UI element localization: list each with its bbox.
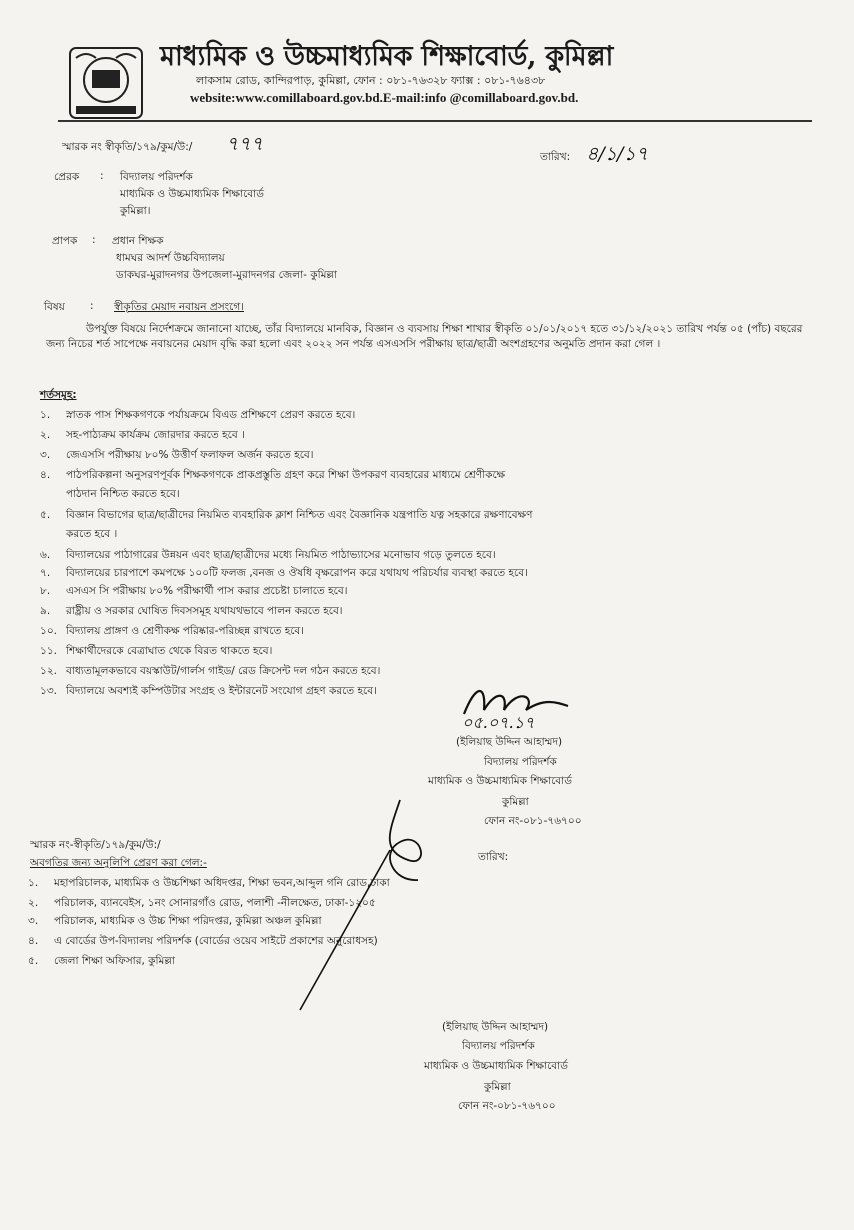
condition-item: ১. স্নাতক পাস শিক্ষকগণকে পর্যায়ক্রমে বিএড প্রশিক্ষণে প্রেরণ করতে হবে।	[40, 409, 356, 421]
sender-line: বিদ্যালয় পরিদর্শক	[120, 171, 193, 183]
signature-2-city: কুমিল্লা	[484, 1081, 511, 1093]
recipient-line: প্রধান শিক্ষক	[112, 235, 164, 247]
condition-item: ৯. রাষ্ট্রীয় ও সরকার ঘোষিত দিবসসমূহ যথাযথভাবে পালন করতে হবে।	[40, 605, 343, 617]
copy-date-label: তারিখ:	[478, 851, 509, 863]
condition-item: ১২. বাধ্যতামূলকভাবে বয়স্কাউট/গার্লস গাইড/ রেড ক্রিসেন্ট দল গঠন করতে হবে।	[40, 665, 381, 677]
condition-item: ৪. পাঠপরিকল্পনা অনুসরণপূর্বক শিক্ষকগণকে প্রাকপ্রস্তুতি গ্রহণ করে শিক্ষা উপকরণ ব্যবহারের মাধ্যমে শ্রেণীকক্ষে	[40, 469, 506, 481]
condition-item: ১১. শিক্ষার্থীদেরকে বেত্রাঘাত থেকে বিরত থাকতে হবে।	[40, 645, 273, 657]
copy-item: ১. মহাপরিচালক, মাধ্যমিক ও উচ্চশিক্ষা অধিদপ্তর, শিক্ষা ভবন,আব্দুল গনি রোড,ঢাকা	[28, 877, 390, 889]
condition-item: ১৩. বিদ্যালয়ে অবশ্যই কম্পিউটার সংগ্রহ ও ইন্টারনেট সংযোগ গ্রহণ করতে হবে।	[40, 685, 377, 697]
letterhead-divider	[58, 120, 812, 122]
subject-text: স্বীকৃতির মেয়াদ নবায়ন প্রসংগে।	[114, 301, 245, 313]
letterhead-website: website:www.comillaboard.gov.bd.E-mail:info @comillaboard.gov.bd.	[190, 90, 579, 105]
signature-1-name: (ইলিয়াছ উদ্দিন আহাম্মদ)	[456, 736, 563, 748]
letterhead-address: লাকসাম রোড, কান্দিরপাড়, কুমিল্লা, ফোন : ০৮১-৭৬৩২৮ ফ্যাক্স : ০৮১-৭৬৪৩৮	[196, 74, 546, 87]
condition-item: ৮. এসএস সি পরীক্ষায় ৮০% পরীক্ষার্থী পাস করার প্রচেষ্টা চালাতে হবে।	[40, 585, 348, 597]
subject-label: বিষয়	[44, 301, 65, 313]
signature-1-phone: ফোন নং-০৮১-৭৬৭০০	[484, 815, 582, 827]
copy-item: ২. পরিচালক, ব্যানবেইস, ১নং সোনারগাঁও রোড, পলাশী -নীলক্ষেত, ঢাকা-১২০৫	[28, 897, 376, 909]
date-value: ৪/১/১৭	[586, 143, 649, 165]
signature-1-designation: বিদ্যালয় পরিদর্শক	[484, 756, 557, 768]
recipient-label: প্রাপক	[52, 235, 78, 247]
condition-item: ৬. বিদ্যালয়ের পাঠাগারের উন্নয়ন এবং ছাত্র/ছাত্রীদের মধ্যে নিয়মিত পাঠাভ্যাসের মনোভাব গড়ে তুলতে হবে।	[40, 549, 496, 561]
signature-2-office: মাধ্যমিক ও উচ্চমাধ্যমিক শিক্ষাবোর্ড	[424, 1060, 568, 1072]
condition-item: ৩. জেএসসি পরীক্ষায় ৮০% উত্তীর্ণ ফলাফল অর্জন করতে হবে।	[40, 449, 314, 461]
conditions-heading: শর্তসমূহ:	[40, 389, 77, 401]
memo-number: ৭৭৭	[226, 133, 264, 155]
signature-2-name: (ইলিয়াছ উদ্দিন আহাম্মদ)	[442, 1021, 549, 1033]
signature-1-city: কুমিল্লা	[502, 796, 529, 808]
recipient-line: ধামঘর আদর্শ উচ্চবিদ্যালয়	[116, 252, 225, 264]
signature-2-phone: ফোন নং-০৮১-৭৬৭০০	[458, 1100, 556, 1112]
letterhead-title: মাধ্যমিক ও উচ্চমাধ্যমিক শিক্ষাবোর্ড, কুমিল্লা	[160, 41, 614, 72]
copy-intro: অবগতির জন্য অনুলিপি প্রেরণ করা গেল:-	[30, 857, 207, 869]
condition-item: ১০. বিদ্যালয় প্রাঙ্গণ ও শ্রেণীকক্ষ পরিষ্কার-পরিচ্ছন্ন রাখতে হবে।	[40, 625, 305, 637]
recipient-line: ডাকঘর-মুরাদনগর উপজেলা-মুরাদনগর জেলা- কুমিল্লা	[116, 269, 337, 281]
body-paragraph: উপর্যুক্ত বিষয়ে নির্দেশক্রমে জানানো যাচ্ছে, তাঁর বিদ্যালয়ে মানবিক, বিজ্ঞান ও ব্যবসায় শিক্ষা শাখার স্বীকৃতি ০১/০১/২০১৭ হতে ৩১/১২/২০২১ তারিখ পর্যন্ত ০৫ (পাঁচ) বছরের জন্য নিচের শর্ত সাপেক্ষে নবায়নের মেয়াদ বৃদ্ধি করা হলো এবং ২০২২ সন পর্যন্ত এসএসসি পরীক্ষায় ছাত্র/ছাত্রী অংশগ্রহণের অনুমতি প্রদান করা গেল ।	[46, 323, 803, 350]
condition-continuation: পাঠদান নিশ্চিত করতে হবে।	[66, 488, 180, 500]
signature-1-office: মাধ্যমিক ও উচ্চমাধ্যমিক শিক্ষাবোর্ড	[428, 775, 572, 787]
board-logo	[66, 44, 146, 122]
copy-item: ৫. জেলা শিক্ষা অফিসার, কুমিল্লা	[28, 955, 175, 967]
copy-item: ৩. পরিচালক, মাধ্যমিক ও উচ্চ শিক্ষা পরিদপ্তর, কুমিল্লা অঞ্চল কুমিল্লা	[28, 915, 322, 927]
sender-line: কুমিল্লা।	[120, 205, 151, 217]
condition-item: ৫. বিজ্ঞান বিভাগের ছাত্র/ছাত্রীদের নিয়মিত ব্যবহারিক ক্লাশ নিশ্চিত এবং বৈজ্ঞানিক যন্ত্রপাতি যত্ন সহকারে রক্ষণাবেক্ষণ	[40, 509, 533, 521]
sender-line: মাধ্যমিক ও উচ্চমাধ্যমিক শিক্ষাবোর্ড	[120, 188, 264, 200]
memo-label: স্মারক নং স্বীকৃতি/১৭৯/কুম/উ:/	[62, 141, 193, 153]
signature-1-date: ০৫.০৭.১৭	[462, 713, 535, 732]
signature-2-designation: বিদ্যালয় পরিদর্শক	[462, 1040, 535, 1052]
copy-signature-mark	[240, 790, 470, 1020]
copy-item: ৪. এ বোর্ডের উপ-বিদ্যালয় পরিদর্শক (বোর্ডের ওয়েব সাইটে প্রকাশের অনুরোধসহ)	[28, 935, 378, 947]
copy-memo-label: স্মারক নং-স্বীকৃতি/১৭৯/কুম/উ:/	[30, 839, 161, 851]
date-label: তারিখ:	[540, 151, 571, 163]
sender-label: প্রেরক	[54, 171, 80, 183]
condition-item: ৭. বিদ্যালয়ের চারপাশে কমপক্ষে ১০০টি ফলজ ,বনজ ও ঔষধি বৃক্ষরোপন করে যথাযথ পরিচর্যার ব্যবস্থা করতে হবে।	[40, 567, 528, 579]
condition-continuation: করতে হবে ।	[66, 528, 118, 540]
condition-item: ২. সহ-পাঠ্যক্রম কার্যক্রম জোরদার করতে হবে ।	[40, 429, 245, 441]
